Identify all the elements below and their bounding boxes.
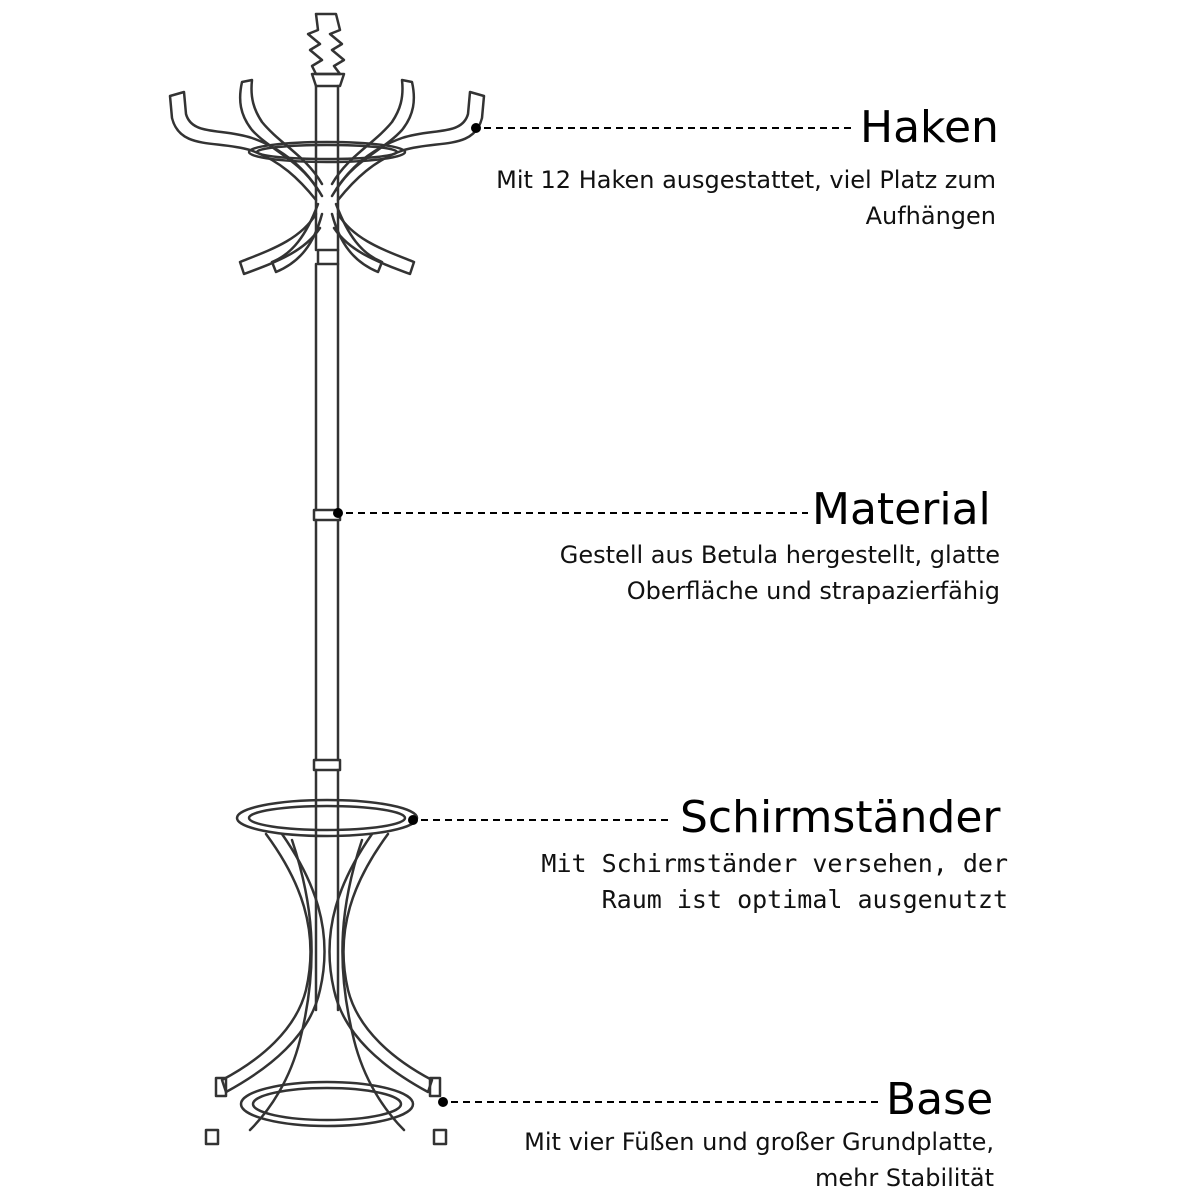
material-description-line: Gestell aus Betula hergestellt, glatte (559, 541, 1000, 569)
haken-leader (471, 123, 852, 133)
legs (222, 834, 432, 1130)
umbrella-ring (237, 800, 417, 836)
base-description-line: Mit vier Füßen und großer Grundplatte, (524, 1128, 994, 1156)
base-title: Base (886, 1074, 994, 1125)
haken-title: Haken (860, 102, 999, 153)
haken-description-line: Mit 12 Haken ausgestattet, viel Platz zum (496, 166, 996, 194)
material-leader (333, 508, 808, 518)
material-title: Material (812, 484, 991, 535)
lower-hooks (240, 204, 414, 274)
material-description (560, 537, 1000, 609)
schirm-description (541, 846, 1008, 918)
base-ring (241, 1082, 413, 1126)
schirm-description-line: Raum ist optimal ausgenutzt (601, 885, 1008, 914)
schirm-title: Schirmständer (680, 792, 1001, 843)
base-description-line: mehr Stabilität (815, 1164, 994, 1192)
upper-hooks (170, 80, 484, 200)
base-leader (438, 1097, 880, 1107)
base-description (524, 1124, 994, 1196)
schirm-leader (408, 815, 672, 825)
haken-description (496, 162, 996, 234)
material-description-line: Oberfläche und strapazierfähig (626, 577, 1000, 605)
pole (314, 264, 340, 1010)
schirm-description-line: Mit Schirmständer versehen, der (541, 849, 1008, 878)
haken-description-line: Aufhängen (865, 202, 996, 230)
